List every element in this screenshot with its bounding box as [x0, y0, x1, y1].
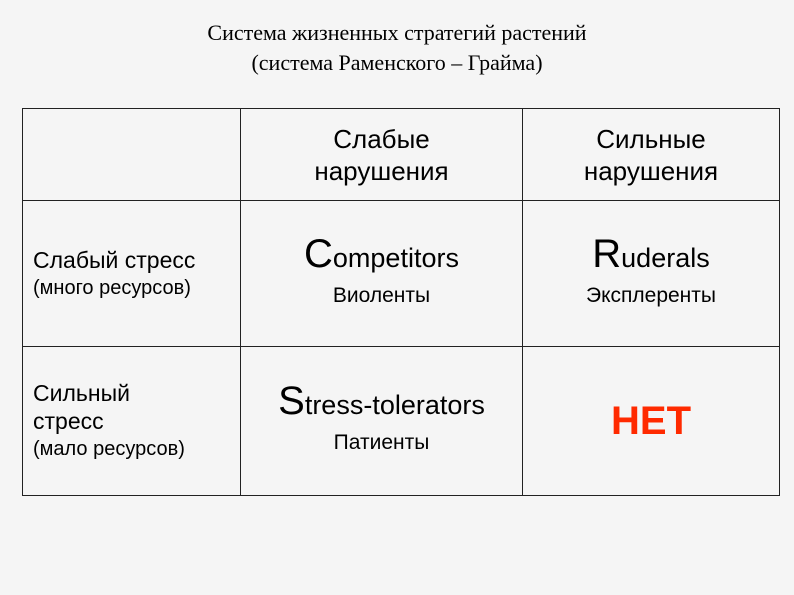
cell-competitors: [241, 201, 523, 347]
row-label-sub: (много ресурсов): [33, 276, 191, 299]
strategy-initial: R: [592, 231, 622, 276]
table-row: [23, 201, 780, 347]
row-label-main: Слабый стресс: [33, 246, 196, 273]
strategy-rest: ompetitors: [332, 242, 459, 273]
header-weak-line2: нарушения: [314, 155, 449, 186]
title-line-2: (система Раменского – Грайма): [251, 50, 543, 75]
header-row: [23, 109, 780, 201]
table-row: [23, 347, 780, 496]
strategy-en: [241, 379, 522, 423]
strategy-table: [22, 108, 780, 496]
cell-none: [523, 347, 780, 496]
header-strong-line1: Сильные: [596, 123, 706, 154]
row-label-main-line2: стресс: [33, 408, 104, 434]
header-weak-line1: Слабые: [333, 123, 430, 154]
strategy-ru: Виоленты: [332, 283, 431, 307]
row-label-sub: (мало ресурсов): [33, 438, 185, 460]
empty-corner-cell: [23, 109, 241, 201]
none-label: НЕТ: [611, 398, 691, 443]
page-title: [0, 18, 794, 78]
header-strong-line2: нарушения: [583, 155, 719, 186]
header-strong-disturbance: [523, 109, 780, 201]
cell-stress-tolerators: [241, 347, 523, 496]
strategy-rest: uderals: [621, 242, 710, 273]
row-label-main-line1: Сильный: [33, 380, 130, 406]
strategy-ru: Патиенты: [333, 431, 430, 454]
row-label-weak-stress: [23, 201, 241, 347]
strategy-initial: C: [304, 231, 333, 276]
row-label-strong-stress: [23, 347, 241, 496]
header-weak-disturbance: [241, 109, 523, 201]
strategy-ru: Эксплеренты: [586, 283, 716, 307]
strategy-en: [523, 231, 779, 276]
cell-ruderals: [523, 201, 780, 347]
title-line-1: Система жизненных стратегий растений: [207, 20, 587, 45]
strategy-rest: tress-tolerators: [304, 390, 485, 420]
strategy-initial: S: [278, 379, 305, 423]
strategy-en: [241, 231, 522, 276]
